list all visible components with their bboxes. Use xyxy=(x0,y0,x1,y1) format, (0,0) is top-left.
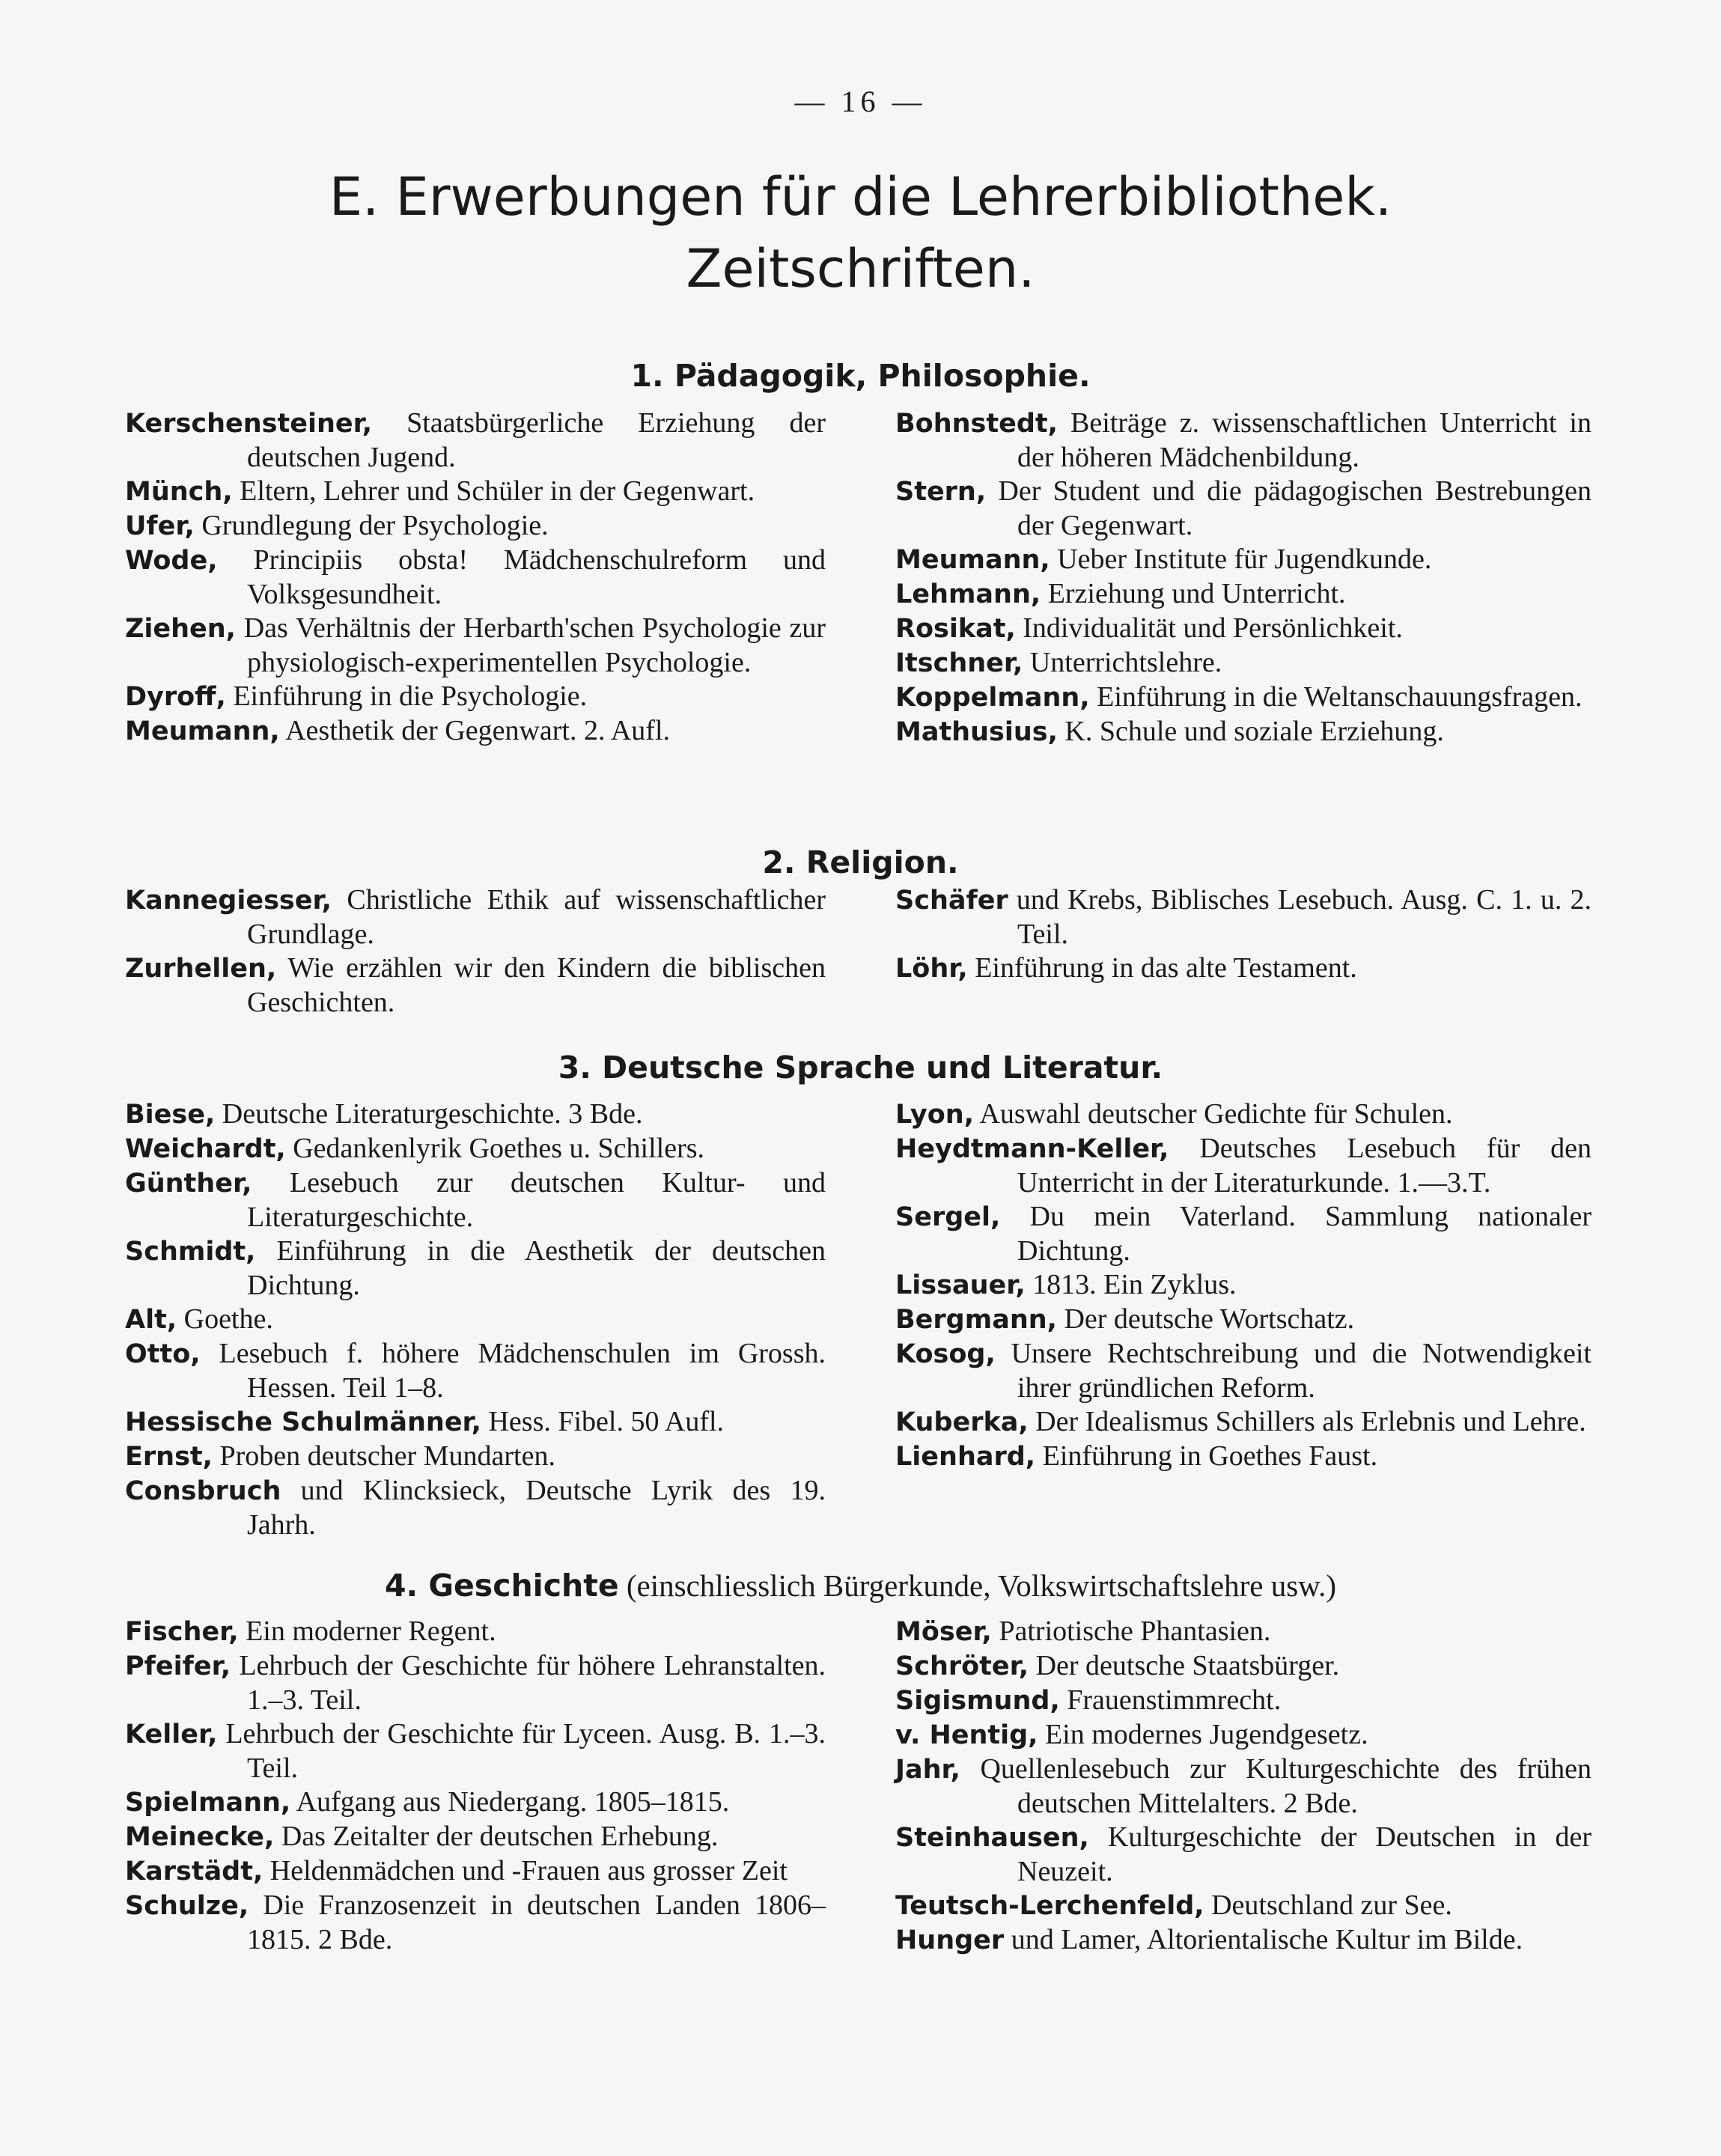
bibliography-entry: Sigismund, Frauenstimmrecht. xyxy=(895,1684,1282,1716)
section-paedagogik-left-column xyxy=(125,406,826,749)
bibliography-entry: Rosikat, Individualität und Persönlichkeit. xyxy=(895,612,1403,644)
section-deutsche-sprache-right-column xyxy=(895,1097,1591,1474)
section-religion-right-column xyxy=(895,883,1591,986)
bibliography-entry: Steinhausen, Kulturgeschichte der Deutschen in der Neuzeit. xyxy=(895,1821,1591,1887)
page-title: E. Erwerbungen für die Lehrerbibliothek. xyxy=(329,166,1392,228)
bibliography-entry: Ernst, Proben deutscher Mundarten. xyxy=(125,1440,555,1472)
bibliography-entry: Dyroff, Einführung in die Psychologie. xyxy=(125,680,588,712)
bibliography-entry: Teutsch-Lerchenfeld, Deutschland zur See. xyxy=(895,1889,1452,1921)
bibliography-entry: Kannegiesser, Christliche Ethik auf wissenschaftlicher Grundlage. xyxy=(125,884,826,950)
bibliography-entry: Sergel, Du mein Vaterland. Sammlung nationaler Dichtung. xyxy=(895,1201,1591,1267)
bibliography-entry: Pfeifer, Lehrbuch der Geschichte für höhere Lehranstalten. 1.–3. Teil. xyxy=(125,1650,826,1716)
bibliography-entry: Günther, Lesebuch zur deutschen Kultur- und Literaturgeschichte. xyxy=(125,1167,826,1233)
bibliography-entry: Schulze, Die Franzosenzeit in deutschen Landen 1806–1815. 2 Bde. xyxy=(125,1889,826,1955)
bibliography-entry: Lienhard, Einführung in Goethes Faust. xyxy=(895,1440,1378,1472)
section-heading-paedagogik: 1. Pädagogik, Philosophie. xyxy=(630,358,1091,394)
bibliography-entry: Jahr, Quellenlesebuch zur Kulturgeschichte des frühen deutschen Mittelalters. 2 Bde. xyxy=(895,1753,1591,1819)
bibliography-entry: Hessische Schulmänner, Hess. Fibel. 50 Aufl. xyxy=(125,1406,725,1437)
section-religion-left-column xyxy=(125,883,826,1020)
bibliography-entry: Heydtmann-Keller, Deutsches Lesebuch für den Unterricht in der Literaturkunde. 1.—3.T. xyxy=(895,1133,1591,1199)
bibliography-entry: Möser, Patriotische Phantasien. xyxy=(895,1616,1271,1647)
page-number: — 16 — xyxy=(794,85,927,118)
bibliography-entry: Weichardt, Gedankenlyrik Goethes u. Schillers. xyxy=(125,1133,705,1164)
bibliography-entry: Koppelmann, Einführung in die Weltanschauungsfragen. xyxy=(895,681,1583,713)
section-deutsche-sprache-left-column xyxy=(125,1097,826,1542)
bibliography-entry: Bohnstedt, Beiträge z. wissenschaftlichen Unterricht in der höheren Mädchenbildung. xyxy=(895,407,1591,473)
section-heading-geschichte: 4. Geschichte (einschliesslich Bürgerkunde, Volkswirtschaftslehre usw.) xyxy=(384,1568,1337,1604)
bibliography-entry: v. Hentig, Ein modernes Jugendgesetz. xyxy=(895,1719,1368,1750)
bibliography-entry: Kerschensteiner, Staatsbürgerliche Erziehung der deutschen Jugend. xyxy=(125,407,826,473)
bibliography-entry: Stern, Der Student und die pädagogischen Bestrebungen der Gegenwart. xyxy=(895,475,1591,541)
section-geschichte-left-column xyxy=(125,1615,826,1957)
title-block xyxy=(0,161,1721,305)
bibliography-entry: Lyon, Auswahl deutscher Gedichte für Schulen. xyxy=(895,1098,1453,1130)
bibliography-entry: Schröter, Der deutsche Staatsbürger. xyxy=(895,1650,1340,1681)
bibliography-entry: Kuberka, Der Idealismus Schillers als Erlebnis und Lehre. xyxy=(895,1406,1586,1437)
bibliography-entry: Schmidt, Einführung in die Aesthetik der deutschen Dichtung. xyxy=(125,1235,826,1301)
section-heading-deutsche-sprache: 3. Deutsche Sprache und Literatur. xyxy=(558,1050,1163,1085)
bibliography-entry: Alt, Goethe. xyxy=(125,1303,273,1335)
bibliography-entry: Kosog, Unsere Rechtschreibung und die Notwendigkeit ihrer gründlichen Reform. xyxy=(895,1338,1591,1404)
bibliography-entry: Meumann, Ueber Institute für Jugendkunde. xyxy=(895,543,1432,575)
bibliography-entry: Bergmann, Der deutsche Wortschatz. xyxy=(895,1303,1355,1335)
bibliography-entry: Ziehen, Das Verhältnis der Herbarth'schen Psychologie zur physiologisch-experimentellen Psychologie. xyxy=(125,612,826,678)
bibliography-entry: Löhr, Einführung in das alte Testament. xyxy=(895,952,1357,984)
bibliography-entry: Wode, Principiis obsta! Mädchenschulreform und Volksgesundheit. xyxy=(125,544,826,610)
bibliography-entry: Meinecke, Das Zeitalter der deutschen Erhebung. xyxy=(125,1821,719,1852)
bibliography-entry: Itschner, Unterrichtslehre. xyxy=(895,647,1222,678)
bibliography-entry: Münch, Eltern, Lehrer und Schüler in der Gegenwart. xyxy=(125,475,755,507)
section-heading-religion: 2. Religion. xyxy=(762,844,959,880)
bibliography-entry: Lissauer, 1813. Ein Zyklus. xyxy=(895,1269,1237,1300)
bibliography-entry: Lehmann, Erziehung und Unterricht. xyxy=(895,578,1346,609)
bibliography-entry: Mathusius, K. Schule und soziale Erziehung. xyxy=(895,716,1444,747)
section-paedagogik-right-column xyxy=(895,406,1591,749)
bibliography-entry: Spielmann, Aufgang aus Niedergang. 1805–1815. xyxy=(125,1786,730,1818)
bibliography-entry: Hunger und Lamer, Altorientalische Kultur im Bilde. xyxy=(895,1924,1523,1955)
bibliography-entry: Karstädt, Heldenmädchen und -Frauen aus grosser Zeit xyxy=(125,1855,788,1886)
bibliography-entry: Zurhellen, Wie erzählen wir den Kindern die biblischen Geschichten. xyxy=(125,952,826,1018)
bibliography-entry: Ufer, Grundlegung der Psychologie. xyxy=(125,510,549,541)
bibliography-entry: Schäfer und Krebs, Biblisches Lesebuch. Ausg. C. 1. u. 2. Teil. xyxy=(895,884,1591,950)
bibliography-entry: Fischer, Ein moderner Regent. xyxy=(125,1616,496,1647)
page-subtitle: Zeitschriften. xyxy=(686,238,1035,299)
section-geschichte-right-column xyxy=(895,1615,1591,1958)
bibliography-entry: Meumann, Aesthetik der Gegenwart. 2. Aufl. xyxy=(125,715,671,746)
bibliography-entry: Biese, Deutsche Literaturgeschichte. 3 Bde. xyxy=(125,1098,643,1130)
bibliography-entry: Consbruch und Klincksieck, Deutsche Lyrik des 19. Jahrh. xyxy=(125,1475,826,1541)
bibliography-entry: Keller, Lehrbuch der Geschichte für Lyceen. Ausg. B. 1.–3. Teil. xyxy=(125,1718,826,1784)
bibliography-entry: Otto, Lesebuch f. höhere Mädchenschulen im Grossh. Hessen. Teil 1–8. xyxy=(125,1338,826,1404)
